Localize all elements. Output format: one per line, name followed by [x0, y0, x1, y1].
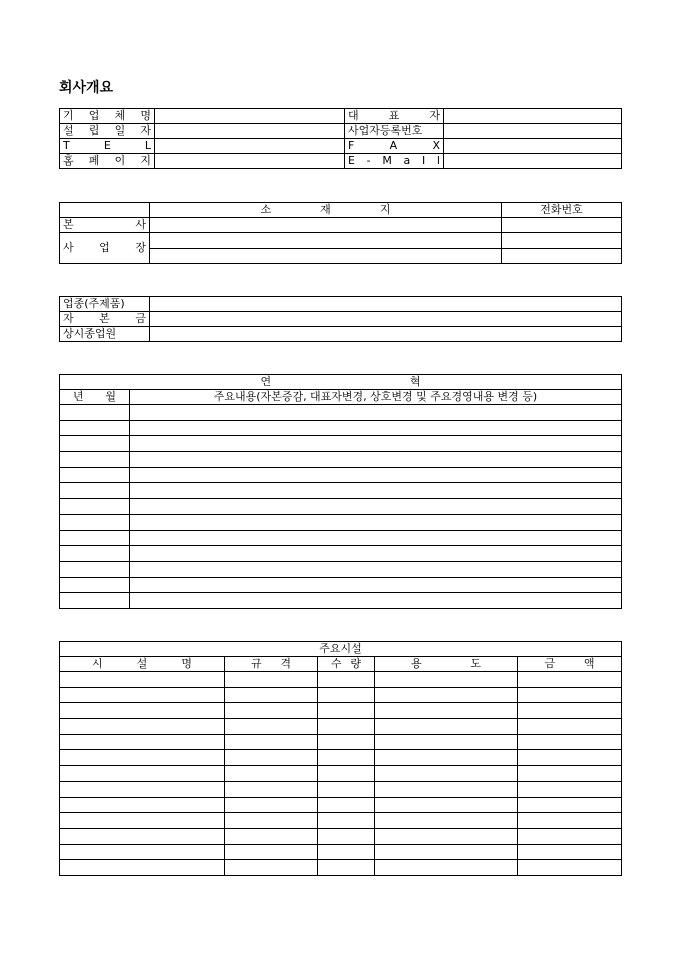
site-address-cell-1[interactable] [150, 233, 502, 249]
facilities-row [60, 844, 622, 860]
label-text: 사업자등록번호 [348, 124, 423, 137]
history-row [60, 483, 622, 499]
facilities-cell[interactable] [318, 766, 375, 782]
history-date-cell[interactable] [60, 546, 130, 562]
facilities-cell[interactable] [60, 687, 225, 703]
facilities-cell[interactable] [225, 844, 318, 860]
business-label [60, 327, 150, 342]
company-info-table [59, 108, 622, 169]
business-value-cell[interactable] [150, 312, 622, 327]
facilities-cell[interactable] [375, 828, 518, 844]
facilities-cell[interactable] [518, 813, 622, 829]
company-info-value-cell[interactable] [155, 154, 345, 169]
history-content-cell[interactable] [130, 467, 622, 483]
facilities-cell[interactable] [318, 719, 375, 735]
business-table [59, 296, 622, 342]
company-info-value-cell[interactable] [155, 139, 345, 154]
facilities-cell[interactable] [318, 828, 375, 844]
label-text: 년 월 [73, 390, 116, 403]
label-text: 수 량 [331, 657, 361, 670]
history-date-cell[interactable] [60, 514, 130, 530]
page-title: 회사개요 [59, 80, 114, 96]
history-content-header: 주요내용(자본증감, 대표자변경, 상호변경 및 주요경영내용 변경 등) [130, 390, 622, 405]
facilities-cell[interactable] [375, 734, 518, 750]
facilities-row [60, 703, 622, 719]
site-address-cell-2[interactable] [150, 248, 502, 264]
company-info-value-cell[interactable] [444, 124, 622, 139]
label-text: F A X [348, 139, 440, 152]
company-info-label [60, 139, 155, 154]
history-date-cell[interactable] [60, 452, 130, 468]
history-title-row [60, 375, 622, 390]
label-text: 시 설 명 [92, 657, 192, 670]
company-info-value-cell[interactable] [444, 154, 622, 169]
history-date-cell[interactable] [60, 436, 130, 452]
facilities-cell[interactable] [375, 797, 518, 813]
company-info-label [60, 109, 155, 124]
company-info-value-cell[interactable] [444, 139, 622, 154]
facilities-cell[interactable] [225, 734, 318, 750]
company-info-row [60, 139, 622, 154]
company-info-label [345, 124, 444, 139]
site-label [60, 233, 150, 264]
site-phone-cell-1[interactable] [502, 233, 622, 249]
facilities-cell[interactable] [225, 860, 318, 876]
facilities-cell[interactable] [318, 797, 375, 813]
facilities-cell[interactable] [60, 781, 225, 797]
history-row [60, 452, 622, 468]
label-text: 본 사 [63, 218, 146, 231]
facilities-title: 주요시설 [60, 642, 622, 657]
label-text: 규 격 [251, 657, 291, 670]
history-content-cell[interactable] [130, 514, 622, 530]
facilities-cell[interactable] [518, 766, 622, 782]
company-info-label [60, 124, 155, 139]
facilities-row [60, 781, 622, 797]
site-phone-cell-2[interactable] [502, 248, 622, 264]
company-info-value-cell[interactable] [155, 109, 345, 124]
facilities-row [60, 672, 622, 688]
facilities-title-row [60, 642, 622, 657]
history-date-cell[interactable] [60, 561, 130, 577]
facilities-table [59, 641, 622, 876]
history-row [60, 499, 622, 515]
history-date-cell[interactable] [60, 420, 130, 436]
history-row [60, 577, 622, 593]
business-value-cell[interactable] [150, 297, 622, 312]
history-date-cell[interactable] [60, 593, 130, 609]
facilities-cell[interactable] [60, 703, 225, 719]
facilities-column-header [225, 657, 318, 672]
facilities-cell[interactable] [375, 813, 518, 829]
phone-header: 전화번호 [502, 203, 622, 218]
headquarters-address-cell[interactable] [150, 218, 502, 233]
location-header-blank [60, 203, 150, 218]
facilities-column-header [60, 657, 225, 672]
label-text: 대 표 자 [348, 109, 440, 122]
label-text: 홈 페 이 지 [63, 154, 151, 167]
facilities-cell[interactable] [225, 781, 318, 797]
facilities-cell[interactable] [225, 703, 318, 719]
history-date-cell[interactable] [60, 483, 130, 499]
facilities-cell[interactable] [60, 828, 225, 844]
company-info-row [60, 124, 622, 139]
label-text: 자 본 금 [63, 312, 146, 325]
facilities-row [60, 687, 622, 703]
headquarters-label [60, 218, 150, 233]
history-date-cell[interactable] [60, 405, 130, 421]
history-content-cell[interactable] [130, 436, 622, 452]
history-content-cell[interactable] [130, 530, 622, 546]
facilities-cell[interactable] [318, 813, 375, 829]
facilities-cell[interactable] [375, 703, 518, 719]
history-row [60, 467, 622, 483]
company-info-row [60, 154, 622, 169]
history-content-cell[interactable] [130, 499, 622, 515]
facilities-row [60, 797, 622, 813]
facilities-cell[interactable] [318, 860, 375, 876]
label-text: 연 혁 [260, 375, 421, 388]
facilities-cell[interactable] [225, 797, 318, 813]
history-content-cell[interactable] [130, 452, 622, 468]
facilities-cell[interactable] [318, 734, 375, 750]
history-content-cell[interactable] [130, 420, 622, 436]
facilities-cell[interactable] [318, 750, 375, 766]
facilities-cell[interactable] [225, 672, 318, 688]
history-content-cell[interactable] [130, 483, 622, 499]
facilities-cell[interactable] [375, 766, 518, 782]
facilities-cell[interactable] [225, 719, 318, 735]
headquarters-row [60, 218, 622, 233]
label-text: 금 액 [544, 657, 595, 670]
facilities-cell[interactable] [318, 672, 375, 688]
facilities-cell[interactable] [225, 828, 318, 844]
facilities-column-header [375, 657, 518, 672]
company-info-row [60, 109, 622, 124]
history-content-cell[interactable] [130, 593, 622, 609]
label-text: 설 립 일 자 [63, 124, 151, 137]
facilities-column-header [518, 657, 622, 672]
facilities-cell[interactable] [60, 860, 225, 876]
facilities-cell[interactable] [518, 703, 622, 719]
history-date-cell[interactable] [60, 499, 130, 515]
facilities-cell[interactable] [318, 781, 375, 797]
business-label [60, 312, 150, 327]
company-info-label [345, 139, 444, 154]
facilities-cell[interactable] [518, 687, 622, 703]
history-table [59, 374, 622, 609]
facilities-cell[interactable] [375, 672, 518, 688]
facilities-cell[interactable] [318, 703, 375, 719]
label-text: 상시종업원 [63, 327, 117, 340]
label-text: 업종(주제품) [63, 297, 125, 310]
facilities-row [60, 734, 622, 750]
history-row [60, 436, 622, 452]
facilities-cell[interactable] [518, 860, 622, 876]
facilities-cell[interactable] [60, 766, 225, 782]
company-info-label [345, 109, 444, 124]
facilities-cell[interactable] [518, 672, 622, 688]
facilities-cell[interactable] [60, 734, 225, 750]
history-content-cell[interactable] [130, 561, 622, 577]
facilities-cell[interactable] [518, 844, 622, 860]
facilities-cell[interactable] [375, 781, 518, 797]
company-info-value-cell[interactable] [444, 109, 622, 124]
facilities-cell[interactable] [375, 750, 518, 766]
history-row [60, 420, 622, 436]
history-content-cell[interactable] [130, 546, 622, 562]
location-table [59, 202, 622, 264]
facilities-cell[interactable] [318, 687, 375, 703]
facilities-cell[interactable] [60, 719, 225, 735]
history-row [60, 405, 622, 421]
facilities-cell[interactable] [225, 766, 318, 782]
facilities-row [60, 828, 622, 844]
business-label [60, 297, 150, 312]
facilities-cell[interactable] [318, 844, 375, 860]
headquarters-phone-cell[interactable] [502, 218, 622, 233]
facilities-cell[interactable] [518, 734, 622, 750]
facilities-cell[interactable] [375, 687, 518, 703]
label-text: 기 업 체 명 [63, 109, 151, 122]
business-row [60, 312, 622, 327]
label-text: 사 업 장 [63, 241, 146, 254]
business-row [60, 297, 622, 312]
facilities-column-header [318, 657, 375, 672]
facilities-cell[interactable] [60, 813, 225, 829]
history-date-cell[interactable] [60, 577, 130, 593]
history-content-cell[interactable] [130, 577, 622, 593]
facilities-row [60, 860, 622, 876]
label-text: E - M a I l [348, 154, 440, 167]
facilities-cell[interactable] [60, 797, 225, 813]
company-info-value-cell[interactable] [155, 124, 345, 139]
facilities-row [60, 766, 622, 782]
facilities-cell[interactable] [518, 828, 622, 844]
facilities-cell[interactable] [518, 719, 622, 735]
facilities-cell[interactable] [225, 687, 318, 703]
history-row [60, 593, 622, 609]
location-header-text: 소 재 지 [260, 203, 391, 216]
facilities-row [60, 750, 622, 766]
facilities-cell[interactable] [518, 797, 622, 813]
facilities-cell[interactable] [60, 750, 225, 766]
facilities-cell[interactable] [225, 813, 318, 829]
facilities-cell[interactable] [375, 860, 518, 876]
history-row [60, 546, 622, 562]
facilities-cell[interactable] [60, 672, 225, 688]
facilities-cell[interactable] [518, 750, 622, 766]
business-value-cell[interactable] [150, 327, 622, 342]
history-title [60, 375, 622, 390]
history-date-cell[interactable] [60, 530, 130, 546]
history-row [60, 561, 622, 577]
facilities-row [60, 813, 622, 829]
history-content-cell[interactable] [130, 405, 622, 421]
company-info-label [345, 154, 444, 169]
history-row [60, 530, 622, 546]
facilities-row [60, 719, 622, 735]
history-date-cell[interactable] [60, 467, 130, 483]
facilities-header-row [60, 657, 622, 672]
label-text: T E L [63, 139, 151, 152]
history-date-header [60, 390, 130, 405]
history-header-row [60, 390, 622, 405]
facilities-cell[interactable] [375, 719, 518, 735]
facilities-cell[interactable] [518, 781, 622, 797]
facilities-cell[interactable] [60, 844, 225, 860]
facilities-cell[interactable] [225, 750, 318, 766]
location-header [150, 203, 502, 218]
history-row [60, 514, 622, 530]
company-info-label [60, 154, 155, 169]
label-text: 용 도 [411, 657, 481, 670]
location-header-row [60, 203, 622, 218]
facilities-cell[interactable] [375, 844, 518, 860]
business-row [60, 327, 622, 342]
site-row-1 [60, 233, 622, 249]
